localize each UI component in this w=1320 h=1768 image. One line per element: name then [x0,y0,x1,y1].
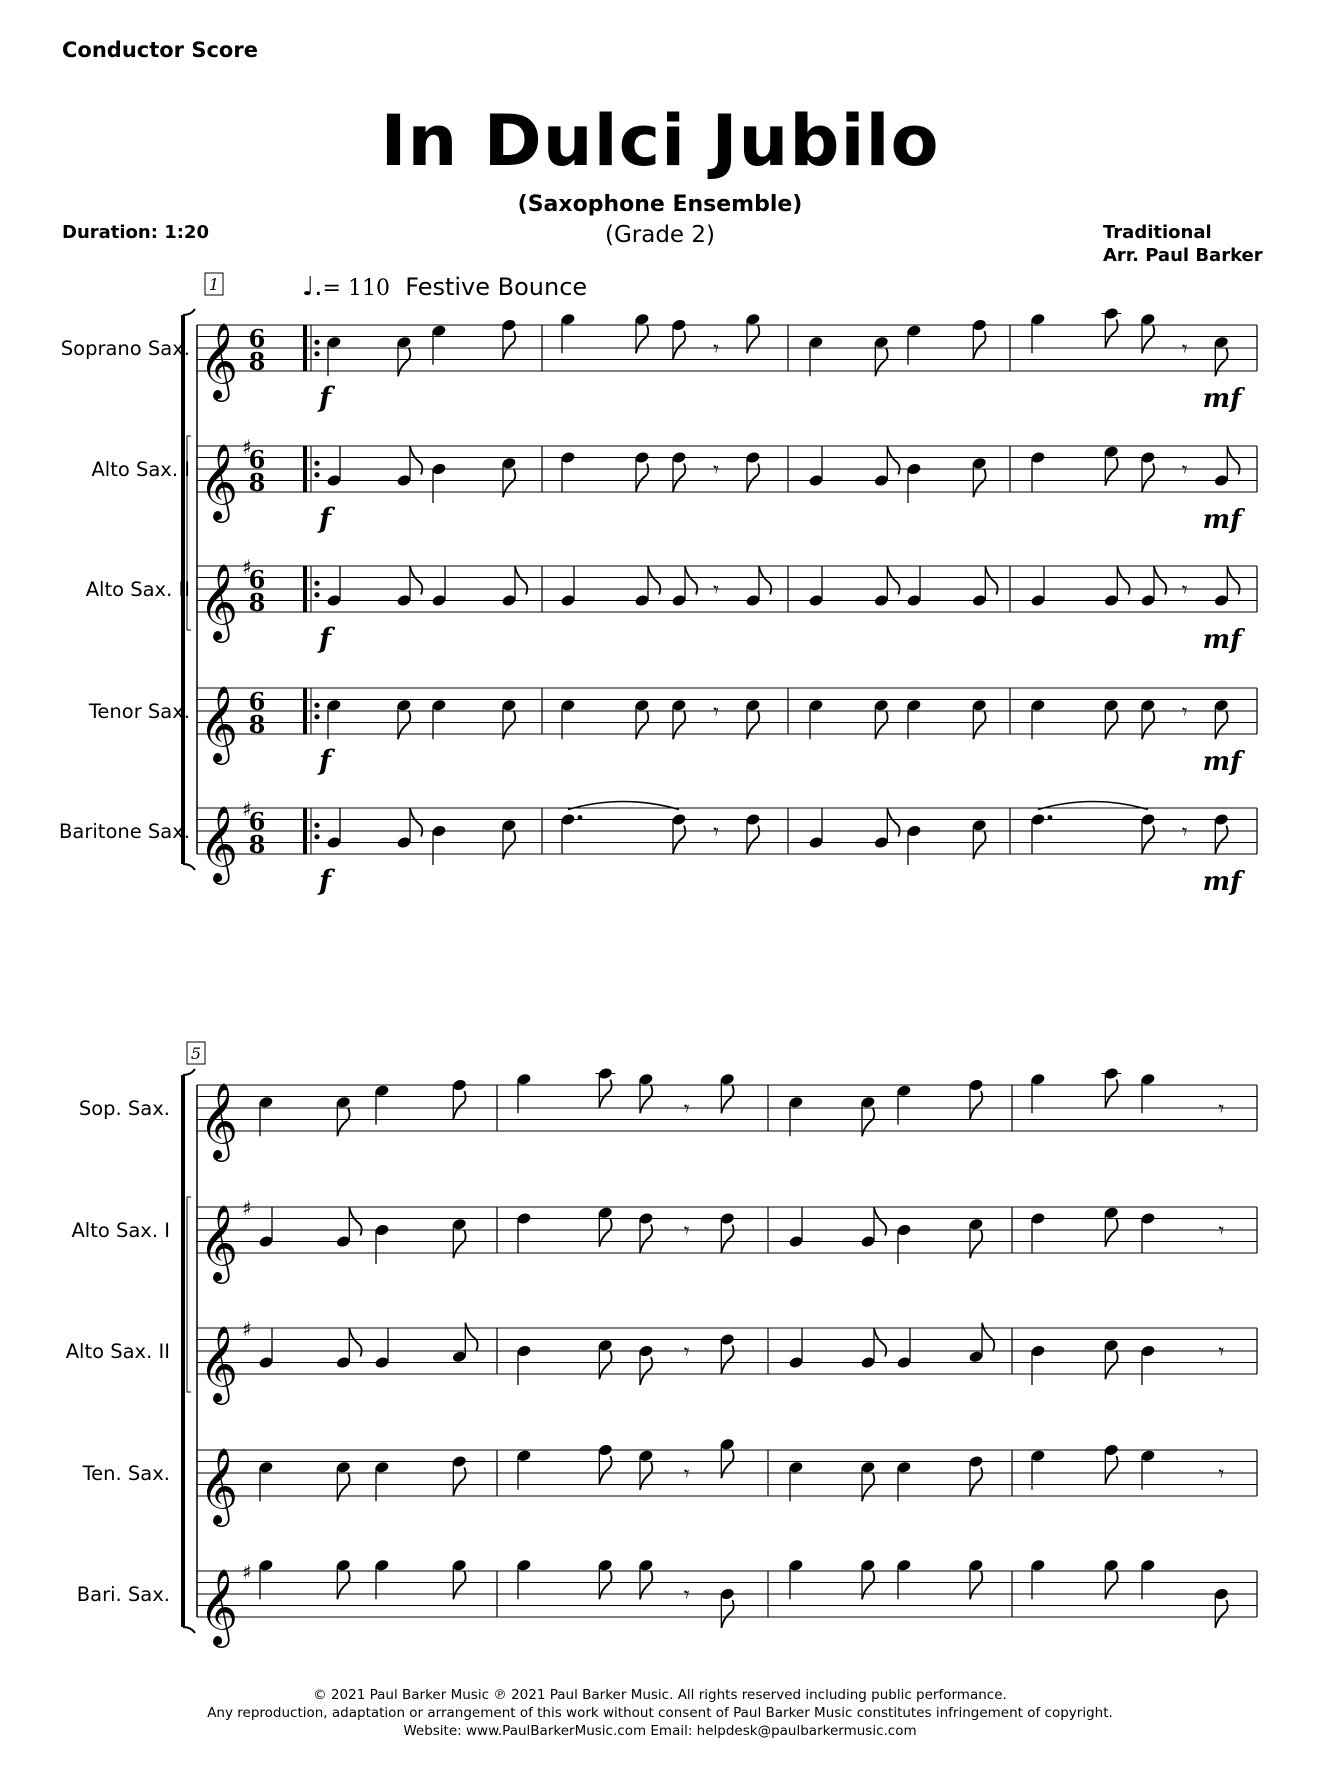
note-flag [1215,348,1227,376]
eighth-rest: 𝄾 [1181,578,1188,603]
note-flag [875,711,887,739]
note-flag [465,1323,477,1351]
dynamic-mezzo-forte: mf [1202,384,1242,414]
note-flag [398,348,410,376]
eighth-rest: 𝄾 [683,1462,690,1487]
note-flag [599,1351,611,1379]
dynamic-mezzo-forte: mf [1202,867,1242,897]
treble-clef-icon: 𝄞 [199,805,239,882]
repeat-dot [314,592,319,597]
tempo-text: Festive Bounce [405,273,588,301]
note-flag [973,331,985,359]
note-flag [1105,1080,1117,1108]
note-flag [982,1323,994,1351]
note-flag [410,447,422,475]
composer-line-traditional: Traditional [1103,222,1212,243]
sharp-key-signature-icon: ♯ [242,555,252,579]
note-flag [747,826,759,854]
time-signature-bottom: 8 [248,710,266,739]
note-flag [1227,447,1239,475]
note-flag [1215,711,1227,739]
note-flag [515,567,527,595]
note-flag [1215,826,1227,854]
note-flag [1142,464,1154,492]
note-flag [640,1357,652,1385]
repeat-dot [314,823,319,828]
treble-clef-icon: 𝄞 [199,1325,239,1402]
sharp-key-signature-icon: ♯ [242,435,252,459]
note-flag [887,447,899,475]
note-flag [599,1571,611,1599]
note-flag [599,1080,611,1108]
note-flag [685,567,697,595]
repeat-dot [314,714,319,719]
treble-clef-icon: 𝄞 [199,1447,239,1524]
augmentation-dot [1048,815,1053,820]
note-flag [721,1600,733,1628]
note-flag [1105,320,1117,348]
treble-clef-icon: 𝄞 [199,685,239,762]
dynamic-forte: f [318,744,332,777]
eighth-rest: 𝄾 [683,1097,690,1122]
note-flag [1215,1600,1227,1628]
eighth-rest: 𝄾 [1218,1462,1225,1487]
dynamic-forte: f [318,502,332,535]
note-flag [970,1091,982,1119]
time-signature-top: 6 [248,324,266,353]
page-title: In Dulci Jubilo [380,100,940,182]
note-flag [640,1571,652,1599]
note-flag [453,1230,465,1258]
time-signature-bottom: 8 [248,588,266,617]
repeat-dot [314,581,319,586]
note-flag [673,331,685,359]
dynamic-mezzo-forte: mf [1202,625,1242,655]
note-flag [503,331,515,359]
note-flag [973,469,985,497]
eighth-rest: 𝄾 [713,820,719,845]
eighth-rest: 𝄾 [1218,1340,1225,1365]
eighth-rest: 𝄾 [713,578,719,603]
measure-number: 5 [190,1044,202,1063]
note-flag [875,348,887,376]
instrument-label: Alto Sax. II [65,1340,170,1363]
instrument-label: Tenor Sax. [88,700,190,723]
note-flag [503,711,515,739]
time-signature-top: 6 [248,445,266,474]
note-flag [887,809,899,837]
note-flag [453,1571,465,1599]
note-flag [1227,567,1239,595]
note-flag [721,1450,733,1478]
instrument-label: Baritone Sax. [59,820,190,843]
note-flag [862,1473,874,1501]
note-flag [1117,567,1129,595]
note-flag [862,1571,874,1599]
eighth-rest: 𝄾 [713,458,719,483]
grade-label: (Grade 2) [604,222,715,248]
eighth-rest: 𝄾 [1218,1219,1225,1244]
instrument-label: Ten. Sax. [82,1462,170,1485]
note-flag [337,1108,349,1136]
tempo-value: = 110 [322,276,390,301]
note-flag [1142,826,1154,854]
note-flag [747,325,759,353]
alto-group-bracket [187,1197,191,1392]
time-signature-top: 6 [248,807,266,836]
bracket-top-hook [183,309,195,315]
dynamic-forte: f [318,622,332,655]
note-flag [887,567,899,595]
note-flag [721,1346,733,1374]
note-flag [973,831,985,859]
note-flag [640,1085,652,1113]
note-flag [747,711,759,739]
eighth-rest: 𝄾 [683,1583,690,1608]
measure-number: 1 [208,275,220,294]
note-flag [970,1468,982,1496]
note-flag [503,469,515,497]
sharp-key-signature-icon: ♯ [242,1317,252,1341]
system-2 [183,1042,1257,1633]
repeat-dot [314,472,319,477]
repeat-dot [314,703,319,708]
note-flag [453,1468,465,1496]
time-signature-top: 6 [248,687,266,716]
repeat-dot [314,834,319,839]
instrument-label: Alto Sax. I [91,458,190,481]
note-flag [640,1462,652,1490]
note-flag [640,1225,652,1253]
note-flag [398,711,410,739]
note-flag [410,567,422,595]
eighth-rest: 𝄾 [1181,700,1188,725]
repeat-dot [314,340,319,345]
eighth-rest: 𝄾 [1218,1097,1225,1122]
note-flag [636,464,648,492]
note-flag [636,711,648,739]
note-flag [874,1329,886,1357]
note-flag [673,711,685,739]
note-flag [349,1208,361,1236]
note-flag [721,1225,733,1253]
note-flag [599,1456,611,1484]
note-flag [862,1108,874,1136]
instrument-label: Alto Sax. I [71,1219,170,1242]
dynamic-mezzo-forte: mf [1202,747,1242,777]
treble-clef-icon: 𝄞 [199,1082,239,1159]
note-flag [759,567,771,595]
eighth-rest: 𝄾 [1181,337,1188,362]
duration-label: Duration: 1:20 [62,222,209,243]
sharp-key-signature-icon: ♯ [242,1560,252,1584]
bracket-top-hook [183,1069,195,1075]
treble-clef-icon: 𝄞 [199,1568,239,1645]
eighth-rest: 𝄾 [1181,820,1188,845]
note-flag [410,809,422,837]
note-flag [636,325,648,353]
note-flag [1105,458,1117,486]
note-flag [973,711,985,739]
note-flag [503,831,515,859]
note-flag [673,464,685,492]
time-signature-top: 6 [248,565,266,594]
note-flag [648,567,660,595]
note-flag [349,1329,361,1357]
eighth-rest: 𝄾 [683,1219,690,1244]
note-flag [721,1085,733,1113]
note-flag [599,1219,611,1247]
bracket-bottom-hook [183,864,195,870]
sharp-key-signature-icon: ♯ [242,1196,252,1220]
dotted-quarter-note-icon: ♩. [302,272,323,302]
note-flag [337,1473,349,1501]
instrument-label: Alto Sax. II [85,578,190,601]
footer-copyright: © 2021 Paul Barker Music ℗ 2021 Paul Barker Music. All rights reserved including public performance. [313,1687,1007,1703]
note-flag [453,1091,465,1119]
instrument-label: Soprano Sax. [60,337,190,360]
instrument-label: Sop. Sax. [78,1097,170,1120]
time-signature-bottom: 8 [248,468,266,497]
note-flag [1105,1351,1117,1379]
note-flag [970,1230,982,1258]
subtitle: (Saxophone Ensemble) [517,192,803,217]
repeat-dot [314,351,319,356]
system-1 [183,273,1257,870]
footer-contact: Website: www.PaulBarkerMusic.com Email: helpdesk@paulbarkermusic.com [403,1723,917,1739]
note-flag [1105,1456,1117,1484]
note-flag [1105,1571,1117,1599]
dynamic-mezzo-forte: mf [1202,505,1242,535]
note-flag [985,567,997,595]
note-flag [747,464,759,492]
note-flag [1154,567,1166,595]
conductor-score-label: Conductor Score [62,38,258,62]
dynamic-forte: f [318,864,332,897]
note-flag [970,1571,982,1599]
instrument-label: Bari. Sax. [76,1583,170,1606]
note-flag [1105,1219,1117,1247]
repeat-dot [314,461,319,466]
note-flag [874,1208,886,1236]
treble-clef-icon: 𝄞 [199,1204,239,1281]
eighth-rest: 𝄾 [713,337,719,362]
note-flag [1105,711,1117,739]
composer-line-arranger: Arr. Paul Barker [1103,245,1263,266]
time-signature-bottom: 8 [248,830,266,859]
note-flag [337,1571,349,1599]
note-flag [673,826,685,854]
eighth-rest: 𝄾 [683,1340,690,1365]
note-flag [1142,325,1154,353]
sharp-key-signature-icon: ♯ [242,797,252,821]
treble-clef-icon: 𝄞 [199,443,239,520]
augmentation-dot [578,815,583,820]
note-flag [1142,711,1154,739]
dynamic-forte: f [318,381,332,414]
treble-clef-icon: 𝄞 [199,563,239,640]
time-signature-bottom: 8 [248,347,266,376]
bracket-bottom-hook [183,1627,195,1633]
eighth-rest: 𝄾 [1181,458,1188,483]
footer-rights: Any reproduction, adaptation or arrangement of this work without consent of Paul Barker Music constitutes infringement of copyright. [207,1705,1113,1721]
eighth-rest: 𝄾 [713,700,719,725]
treble-clef-icon: 𝄞 [199,322,239,399]
